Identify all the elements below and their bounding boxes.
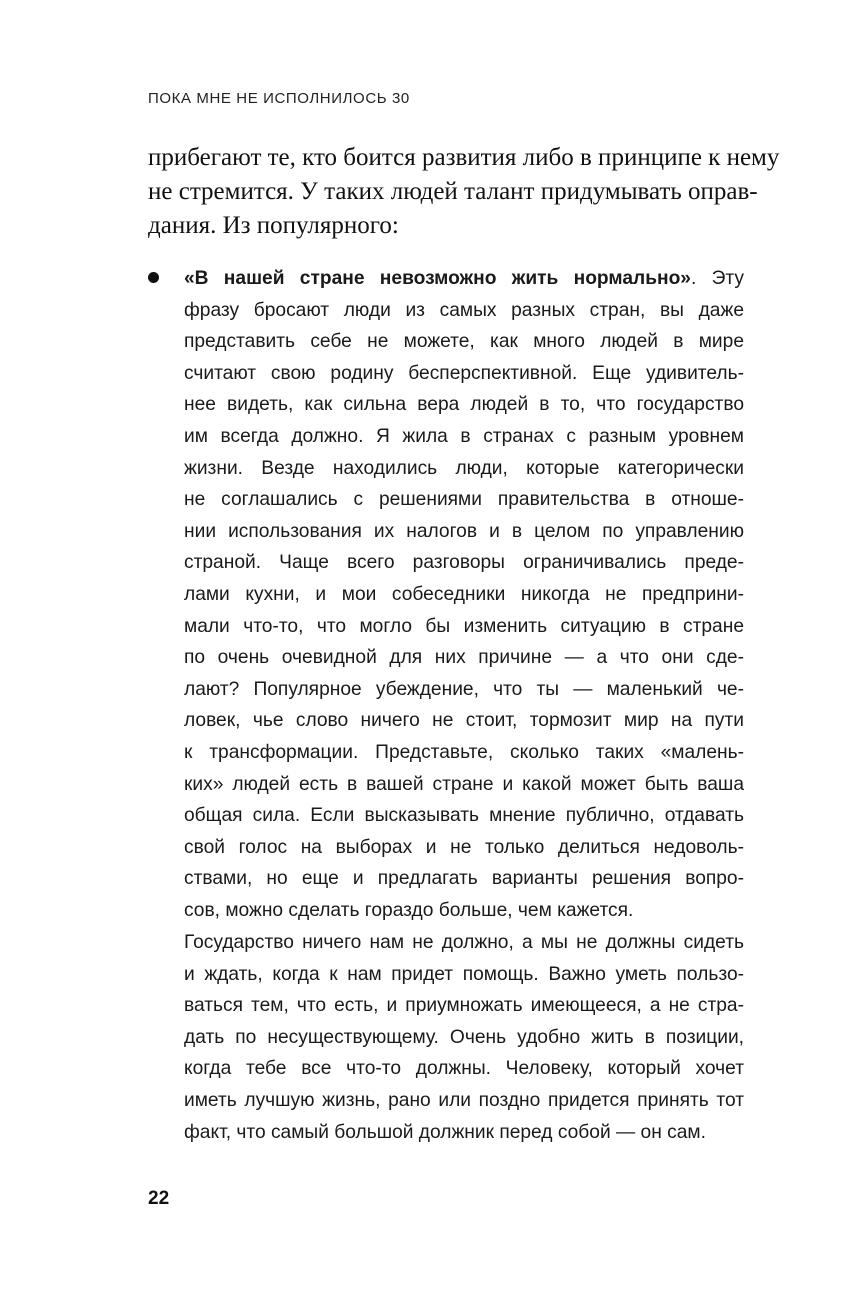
text-line: когда тебе все что-то должны. Человеку, который хочет <box>184 1058 744 1080</box>
text-line: сов, можно сделать гораздо больше, чем кажется. <box>184 899 634 921</box>
text-line: нее видеть, как сильна вера людей в то, что государство <box>184 394 744 416</box>
text-line: по очень очевидной для них причине — а что они сде- <box>184 647 744 669</box>
text-line: факт, что самый большой должник перед собой — он сам. <box>184 1121 706 1143</box>
text-line: и ждать, когда к нам придет помощь. Важно уметь пользо- <box>184 963 744 985</box>
text-line: не стремится. У таких людей талант придумывать оправ- <box>148 178 758 205</box>
text-line: жизни. Везде находились люди, которые категорически <box>184 457 744 479</box>
bullet-icon <box>148 272 159 283</box>
text-line: к трансформации. Представьте, сколько таких «малень- <box>184 741 744 763</box>
text-line: им всегда должно. Я жила в странах с разным уровнем <box>184 425 744 447</box>
text-line: прибегают те, кто боится развития либо в принципе к нему <box>148 144 780 171</box>
text-line <box>184 263 744 295</box>
text-line: Государство ничего нам не должно, а мы не должны сидеть <box>184 932 744 953</box>
text-line: ствами, но еще и предлагать варианты решения вопро- <box>184 868 744 890</box>
text-line: мали что-то, что могло бы изменить ситуацию в стране <box>184 615 744 637</box>
text-line: фразу бросают люди из самых разных стран, вы даже <box>184 299 744 321</box>
text-line: нии использования их налогов и в целом по управлению <box>184 520 744 542</box>
text-line: ловек, чье слово ничего не стоит, тормозит мир на пути <box>184 710 744 732</box>
paragraph <box>184 927 744 1148</box>
intro-paragraph <box>148 141 780 243</box>
text-line: общая сила. Если высказывать мнение публично, отдавать <box>184 805 744 827</box>
page-number: 22 <box>148 1188 170 1209</box>
text-line: дать по несуществующему. Очень удобно жить в позиции, <box>184 1026 744 1048</box>
text-line: страной. Чаще всего разговоры ограничивались преде- <box>184 552 744 574</box>
text-fragment: . Эту <box>690 268 744 289</box>
running-head: ПОКА МНЕ НЕ ИСПОЛНИЛОСЬ 30 <box>148 90 410 107</box>
text-line: не соглашались с решениями правительства в отноше- <box>184 489 744 511</box>
text-line: лами кухни, и мои собеседники никогда не предприни- <box>184 583 744 605</box>
text-line: представить себе не можете, как много людей в мире <box>184 331 744 353</box>
text-line: дания. Из популярного: <box>148 212 399 239</box>
text-line: считают свою родину бесперспективной. Еще удивитель- <box>184 362 744 384</box>
text-line: иметь лучшую жизнь, рано или поздно придется принять тот <box>184 1089 744 1111</box>
text-line: ваться тем, что есть, и приумножать имеющееся, а не стра- <box>184 995 744 1017</box>
text-line: лают? Популярное убеждение, что ты — маленький че- <box>184 678 744 700</box>
bold-phrase: «В нашей стране невозможно жить нормально» <box>184 268 691 289</box>
bullet-item <box>184 263 744 926</box>
text-line: ких» людей есть в вашей стране и какой может быть ваша <box>184 773 744 795</box>
text-line: свой голос на выборах и не только делиться недоволь- <box>184 836 744 858</box>
